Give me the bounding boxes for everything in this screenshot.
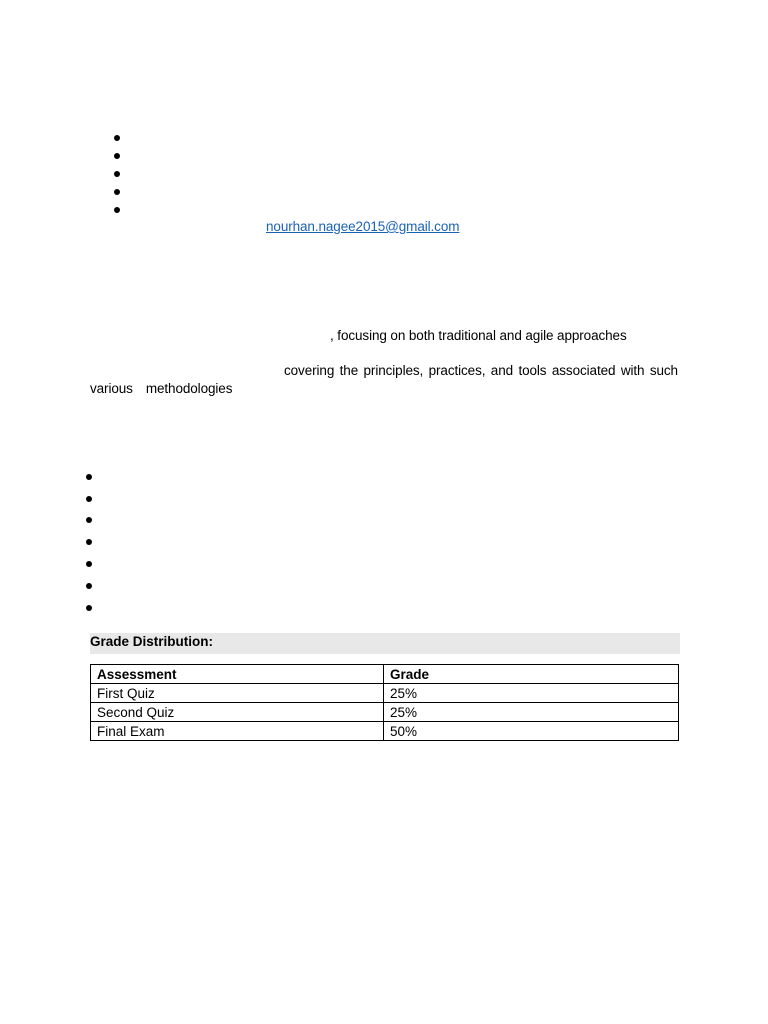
- grade-distribution-heading-bar: [90, 633, 680, 654]
- table-row: [91, 684, 679, 703]
- description-line-1: , focusing on both traditional and agile approaches: [330, 328, 627, 343]
- bullet-marker: [86, 517, 92, 523]
- word: various: [90, 381, 133, 396]
- word: associated: [551, 363, 616, 378]
- column-header-grade: Grade: [384, 665, 679, 684]
- bullet-marker: [86, 496, 92, 502]
- word: such: [649, 363, 678, 378]
- grade-table: [90, 664, 679, 741]
- grade-cell: 25%: [384, 703, 679, 722]
- column-header-assessment: Assessment: [91, 665, 384, 684]
- word: tools: [518, 363, 547, 378]
- bullet-marker: [86, 474, 92, 480]
- grade-cell: 25%: [384, 684, 679, 703]
- description-line-3: [90, 381, 232, 396]
- table-row: [91, 703, 679, 722]
- assessment-cell: First Quiz: [91, 684, 384, 703]
- word: the: [339, 363, 359, 378]
- assessment-cell: Second Quiz: [91, 703, 384, 722]
- table-header-row: [91, 665, 679, 684]
- email-link[interactable]: nourhan.nagee2015@gmail.com: [266, 219, 460, 234]
- word: and: [490, 363, 514, 378]
- bullet-marker: [114, 189, 120, 195]
- bullet-marker: [86, 539, 92, 545]
- bullet-marker: [114, 135, 120, 141]
- word: with: [620, 363, 645, 378]
- bullet-marker: [114, 207, 120, 213]
- word: principles,: [363, 363, 424, 378]
- table-row: [91, 722, 679, 741]
- bullet-marker: [86, 605, 92, 611]
- bullet-marker: [86, 561, 92, 567]
- word: practices,: [428, 363, 486, 378]
- grade-distribution-heading: Grade Distribution:: [90, 634, 214, 649]
- word: methodologies: [145, 381, 233, 396]
- description-line-2: [284, 363, 678, 378]
- grade-cell: 50%: [384, 722, 679, 741]
- bullet-marker: [114, 171, 120, 177]
- bullet-marker: [114, 153, 120, 159]
- assessment-cell: Final Exam: [91, 722, 384, 741]
- bullet-marker: [86, 583, 92, 589]
- word: covering: [284, 363, 335, 378]
